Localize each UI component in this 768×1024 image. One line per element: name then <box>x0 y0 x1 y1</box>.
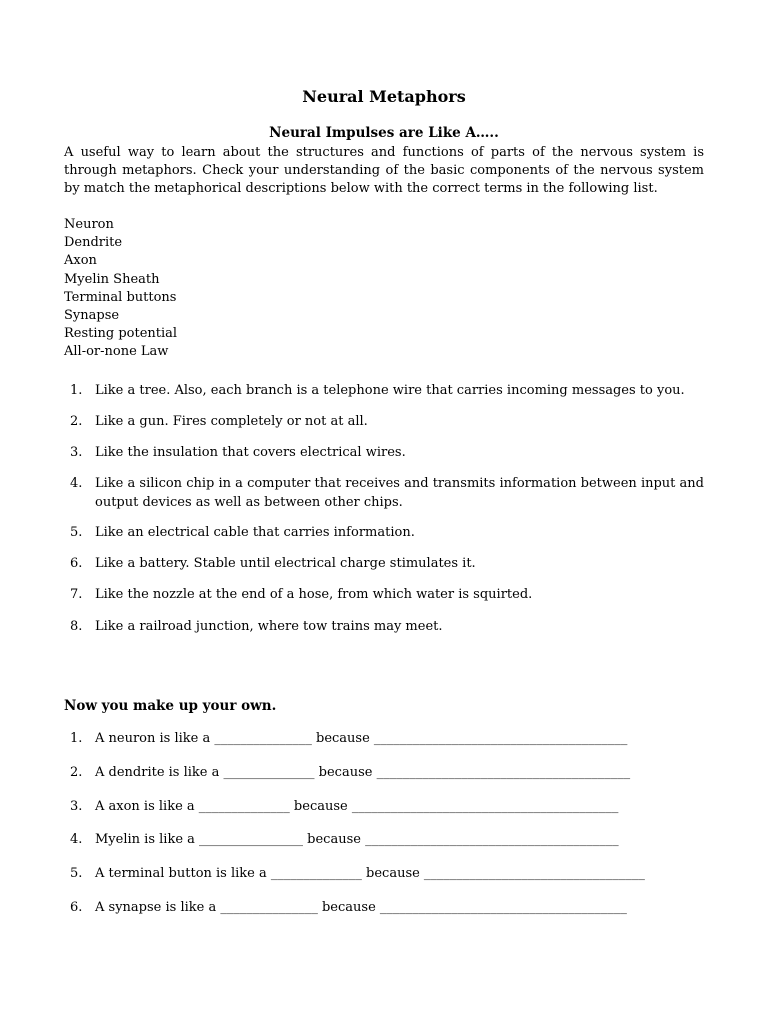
fill-in-text: A dendrite is like a ______________ because _______________________________________ <box>95 765 631 780</box>
terms-list <box>64 216 177 362</box>
term-item: Axon <box>64 253 97 269</box>
metaphor-item <box>64 412 704 431</box>
fill-in-item <box>64 729 704 748</box>
item-number: 8. <box>70 619 83 634</box>
item-number: 2. <box>70 765 83 780</box>
metaphor-text: Like a gun. Fires completely or not at all. <box>95 414 368 429</box>
item-number: 5. <box>70 525 83 540</box>
metaphor-item <box>64 443 704 462</box>
item-number: 3. <box>70 799 83 814</box>
item-number: 1. <box>70 731 83 746</box>
metaphor-text: Like the insulation that covers electrical wires. <box>95 445 406 460</box>
term-item: Resting potential <box>64 326 178 342</box>
term-item: All-or-none Law <box>64 344 169 360</box>
item-number: 1. <box>70 383 83 398</box>
fill-in-item <box>64 797 704 816</box>
metaphor-text: Like a battery. Stable until electrical charge stimulates it. <box>95 556 476 571</box>
section-heading: Now you make up your own. <box>64 698 277 714</box>
item-number: 4. <box>70 476 83 491</box>
term-item: Myelin Sheath <box>64 271 160 287</box>
term-item: Terminal buttons <box>64 289 177 305</box>
item-number: 2. <box>70 414 83 429</box>
fill-in-item <box>64 864 704 883</box>
item-number: 4. <box>70 832 83 847</box>
fill-in-text: A axon is like a ______________ because _________________________________________ <box>95 799 619 814</box>
term-item: Dendrite <box>64 235 123 251</box>
metaphor-item <box>64 554 704 573</box>
item-number: 7. <box>70 587 83 602</box>
fill-in-text: A neuron is like a _______________ because _______________________________________ <box>95 731 628 746</box>
metaphor-item <box>64 381 704 400</box>
item-number: 6. <box>70 556 83 571</box>
metaphor-text: Like an electrical cable that carries information. <box>95 525 415 540</box>
fill-in-text: A terminal button is like a ______________ because __________________________________ <box>95 866 645 881</box>
item-number: 5. <box>70 866 83 881</box>
fill-in-item <box>64 763 704 782</box>
metaphor-text: Like a tree. Also, each branch is a telephone wire that carries incoming messages to you. <box>95 383 685 398</box>
metaphor-item <box>64 523 704 542</box>
fill-in-text: A synapse is like a _______________ because ______________________________________ <box>95 900 627 915</box>
metaphor-item <box>64 474 704 512</box>
term-item: Neuron <box>64 217 114 232</box>
metaphor-text: Like the nozzle at the end of a hose, from which water is squirted. <box>95 587 533 602</box>
fill-in-text: Myelin is like a ________________ because _______________________________________ <box>95 832 619 847</box>
page-title: Neural Metaphors <box>302 87 466 106</box>
fill-in-item <box>64 830 704 849</box>
metaphor-item <box>64 585 704 604</box>
metaphor-text: Like a railroad junction, where tow trains may meet. <box>95 619 443 634</box>
item-number: 3. <box>70 445 83 460</box>
item-number: 6. <box>70 900 83 915</box>
metaphor-item <box>64 617 704 636</box>
intro-paragraph: A useful way to learn about the structures and functions of parts of the nervous system is through metaphors. Check your understanding of the basic components of the nervous system by match the metaphorical descriptions below with the correct terms in the following list. <box>64 145 704 197</box>
page-subtitle: Neural Impulses are Like A….. <box>269 125 499 141</box>
term-item: Synapse <box>64 307 120 323</box>
fill-in-item <box>64 898 704 917</box>
metaphor-text: Like a silicon chip in a computer that receives and transmits information between input and output devices as well as between other chips. <box>95 476 704 510</box>
